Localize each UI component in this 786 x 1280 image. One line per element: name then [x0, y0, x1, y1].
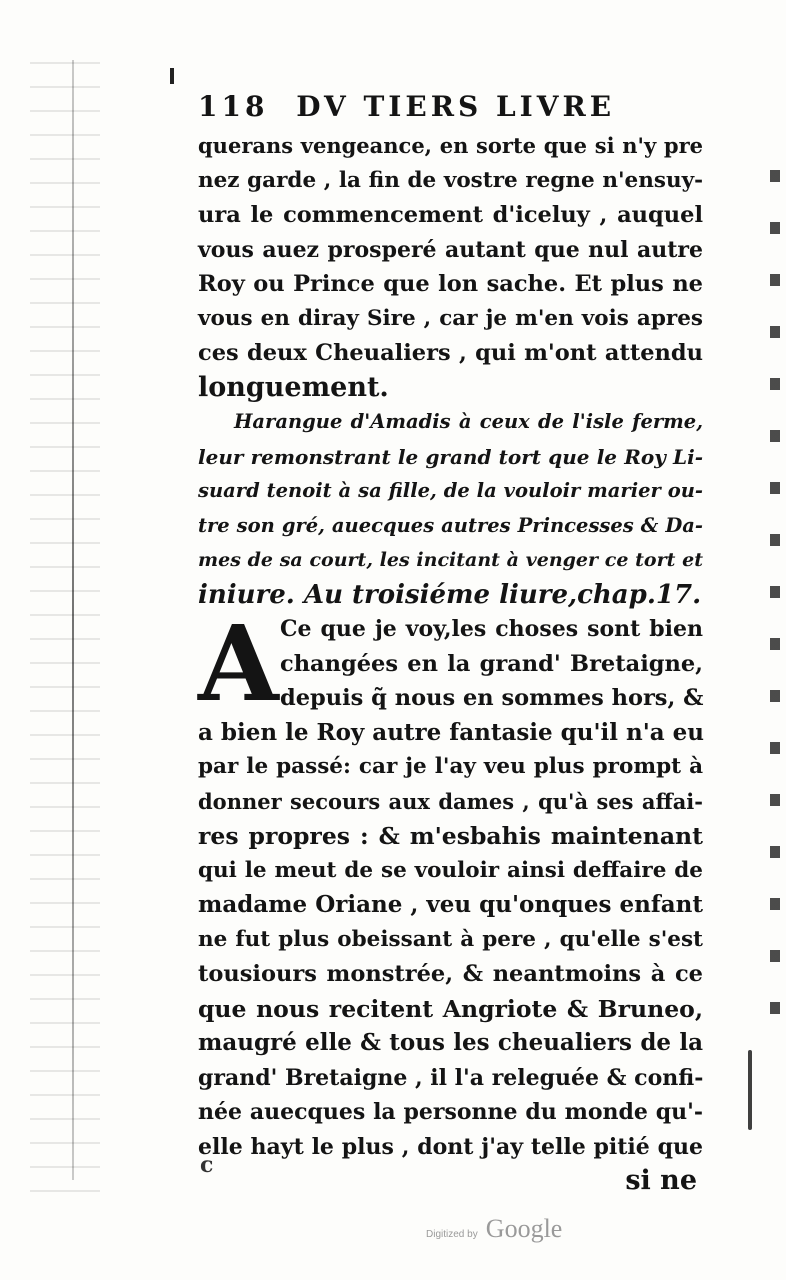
text-line: qui le meut de se vouloir ainsi deffaire de — [198, 857, 703, 883]
text-line: ces deux Cheualiers , qui m'ont attendu — [198, 340, 703, 366]
text-line: nez garde , la fin de vostre regne n'ensuy- — [198, 167, 703, 193]
rubric-line: mes de sa court, les incitant à venger ce tort et — [198, 549, 703, 571]
text-line: res propres : & m'esbahis maintenant — [198, 822, 703, 850]
text-line: depuis q̃ nous en sommes hors, & — [280, 685, 704, 711]
text-block — [198, 85, 703, 1199]
right-margin-bleed-through — [770, 130, 780, 1030]
text-line: grand' Bretaigne , il l'a releguée & confi- — [198, 1064, 704, 1091]
text-line: vous en diray Sire , car je m'en vois apres — [198, 305, 703, 331]
rubric-line: suard tenoit à sa fille, de la vouloir marier ou- — [198, 479, 703, 502]
running-head — [198, 85, 703, 129]
chapter-rubric — [198, 405, 703, 612]
rubric-line: Harangue d'Amadis à ceux de l'isle ferme, — [234, 410, 703, 433]
text-line: a bien le Roy autre fantasie qu'il n'a eu — [198, 718, 705, 746]
harangue-paragraph — [198, 602, 705, 1164]
text-line: Ce que je voy,les choses sont bien — [280, 616, 703, 642]
rubric-line: tre son gré, auecques autres Princesses & Da- — [198, 513, 703, 537]
printer-tick-mark — [170, 68, 174, 84]
watermark-small-text: Digitized by — [426, 1229, 478, 1240]
text-line: Roy ou Prince que lon sache. Et plus ne — [198, 271, 703, 297]
text-line: madame Oriane , veu qu'onques enfant — [198, 891, 703, 918]
text-line: querans vengeance, en sorte que si n'y pre — [198, 133, 703, 158]
text-line: ura le commencement d'iceluy , auquel — [198, 202, 703, 228]
signature-mark: c — [200, 1152, 214, 1178]
left-margin-gutter-line — [72, 60, 74, 1180]
rubric-line: iniure. Au troisiéme liure,chap.17. — [198, 579, 702, 610]
binding-mark — [748, 1050, 752, 1130]
text-line: ne fut plus obeissant à pere , qu'elle s'est — [198, 926, 703, 952]
page-number: 118 — [198, 90, 269, 123]
catchword: si ne — [625, 1165, 697, 1196]
text-line: elle hayt le plus , dont j'ay telle pitié que — [198, 1133, 703, 1160]
text-line: tousiours monstrée, & neantmoins à ce — [198, 961, 703, 987]
opening-paragraph — [198, 129, 703, 405]
drop-cap: A — [198, 602, 279, 725]
text-line: longuement. — [198, 371, 389, 403]
digitized-by-google-watermark — [426, 1214, 562, 1244]
text-line: que nous recitent Angriote & Bruneo, — [198, 994, 703, 1023]
left-margin-scan-artifact — [30, 40, 100, 1200]
text-line: par le passé: car je l'ay veu plus prompt à — [198, 754, 703, 779]
text-line: donner secours aux dames , qu'à ses affai- — [198, 788, 703, 814]
text-line: vous auez prosperé autant que nul autre — [198, 236, 703, 263]
rubric-line: leur remonstrant le grand tort que le Roy Li- — [198, 444, 703, 469]
watermark-logo-text: Google — [485, 1214, 563, 1243]
running-title: DV TIERS LIVRE — [296, 90, 616, 123]
text-line: née auecques la personne du monde qu'- — [198, 1099, 703, 1125]
text-line: changées en la grand' Bretaigne, — [280, 650, 703, 677]
text-line: maugré elle & tous les cheualiers de la — [198, 1029, 703, 1056]
